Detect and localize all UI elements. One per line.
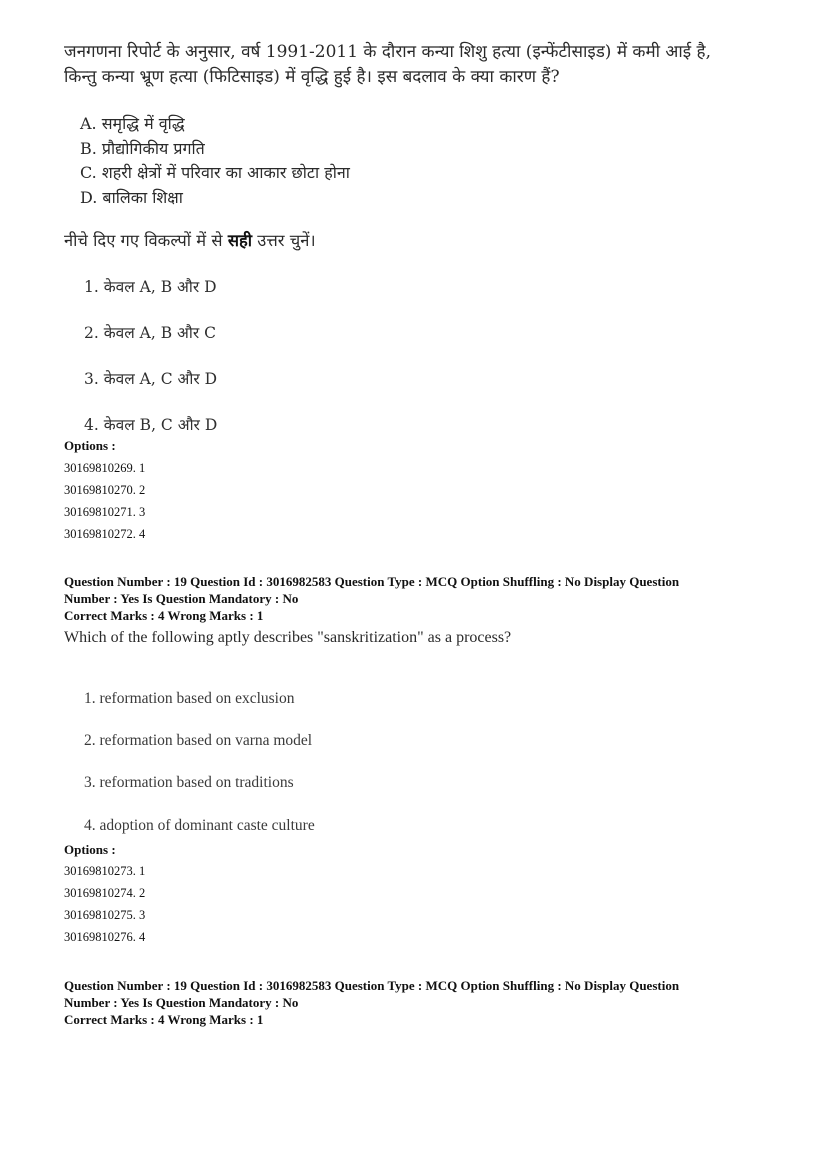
question-metadata <box>64 977 784 1028</box>
option-id-row: 30169810272. 4 <box>64 527 146 541</box>
answer-choice: 1. reformation based on exclusion <box>84 690 295 707</box>
statement-item: C. शहरी क्षेत्रों में परिवार का आकार छोटा होना <box>80 163 350 182</box>
answer-choice: 3. reformation based on traditions <box>84 774 294 791</box>
question-line: किन्तु कन्या भ्रूण हत्या (फिटिसाइड) में वृद्धि हुई है। इस बदलाव के क्या कारण हैं? <box>64 67 560 87</box>
metadata-line: Number : Yes Is Question Mandatory : No <box>64 591 299 606</box>
statement-list <box>80 112 350 210</box>
instruction-text <box>64 228 316 251</box>
instruction-emphasis: सही <box>227 231 253 250</box>
instruction-suffix: उत्तर चुनें। <box>252 231 316 250</box>
question-metadata <box>64 573 784 624</box>
answer-choice: 4. adoption of dominant caste culture <box>84 817 315 834</box>
options-label: Options : <box>64 842 116 857</box>
answer-choice: 4. केवल B, C और D <box>84 416 218 434</box>
marks-line: Correct Marks : 4 Wrong Marks : 1 <box>64 608 264 623</box>
metadata-line: Question Number : 19 Question Id : 3016982583 Question Type : MCQ Option Shuffling : No Display Question <box>64 978 680 993</box>
question-text-hindi <box>64 40 784 90</box>
metadata-line: Number : Yes Is Question Mandatory : No <box>64 995 299 1010</box>
metadata-line: Question Number : 19 Question Id : 3016982583 Question Type : MCQ Option Shuffling : No Display Question <box>64 574 680 589</box>
option-id-row: 30169810270. 2 <box>64 483 146 497</box>
instruction-prefix: नीचे दिए गए विकल्पों में से <box>64 231 228 250</box>
option-id-row: 30169810269. 1 <box>64 461 146 475</box>
option-id-row: 30169810275. 3 <box>64 908 146 922</box>
marks-line: Correct Marks : 4 Wrong Marks : 1 <box>64 1012 264 1027</box>
answer-choice: 2. reformation based on varna model <box>84 732 313 749</box>
option-id-row: 30169810274. 2 <box>64 886 146 900</box>
statement-item: A. समृद्धि में वृद्धि <box>80 114 185 133</box>
options-label: Options : <box>64 438 116 453</box>
option-id-row: 30169810276. 4 <box>64 930 146 944</box>
option-id-row: 30169810273. 1 <box>64 864 146 878</box>
question-text-english: Which of the following aptly describes "sanskritization" as a process? <box>64 629 512 646</box>
option-id-row: 30169810271. 3 <box>64 505 146 519</box>
statement-item: B. प्रौद्योगिकीय प्रगति <box>80 138 205 158</box>
question-line: जनगणना रिपोर्ट के अनुसार, वर्ष 1991-2011 के दौरान कन्या शिशु हत्या (इन्फेंटीसाइड) में कमी आई है, <box>64 42 711 62</box>
answer-choice: 3. केवल A, C और D <box>84 370 218 388</box>
statement-item: D. बालिका शिक्षा <box>80 187 183 207</box>
answer-choice: 2. केवल A, B और C <box>84 324 217 342</box>
answer-choice: 1. केवल A, B और D <box>84 278 217 296</box>
